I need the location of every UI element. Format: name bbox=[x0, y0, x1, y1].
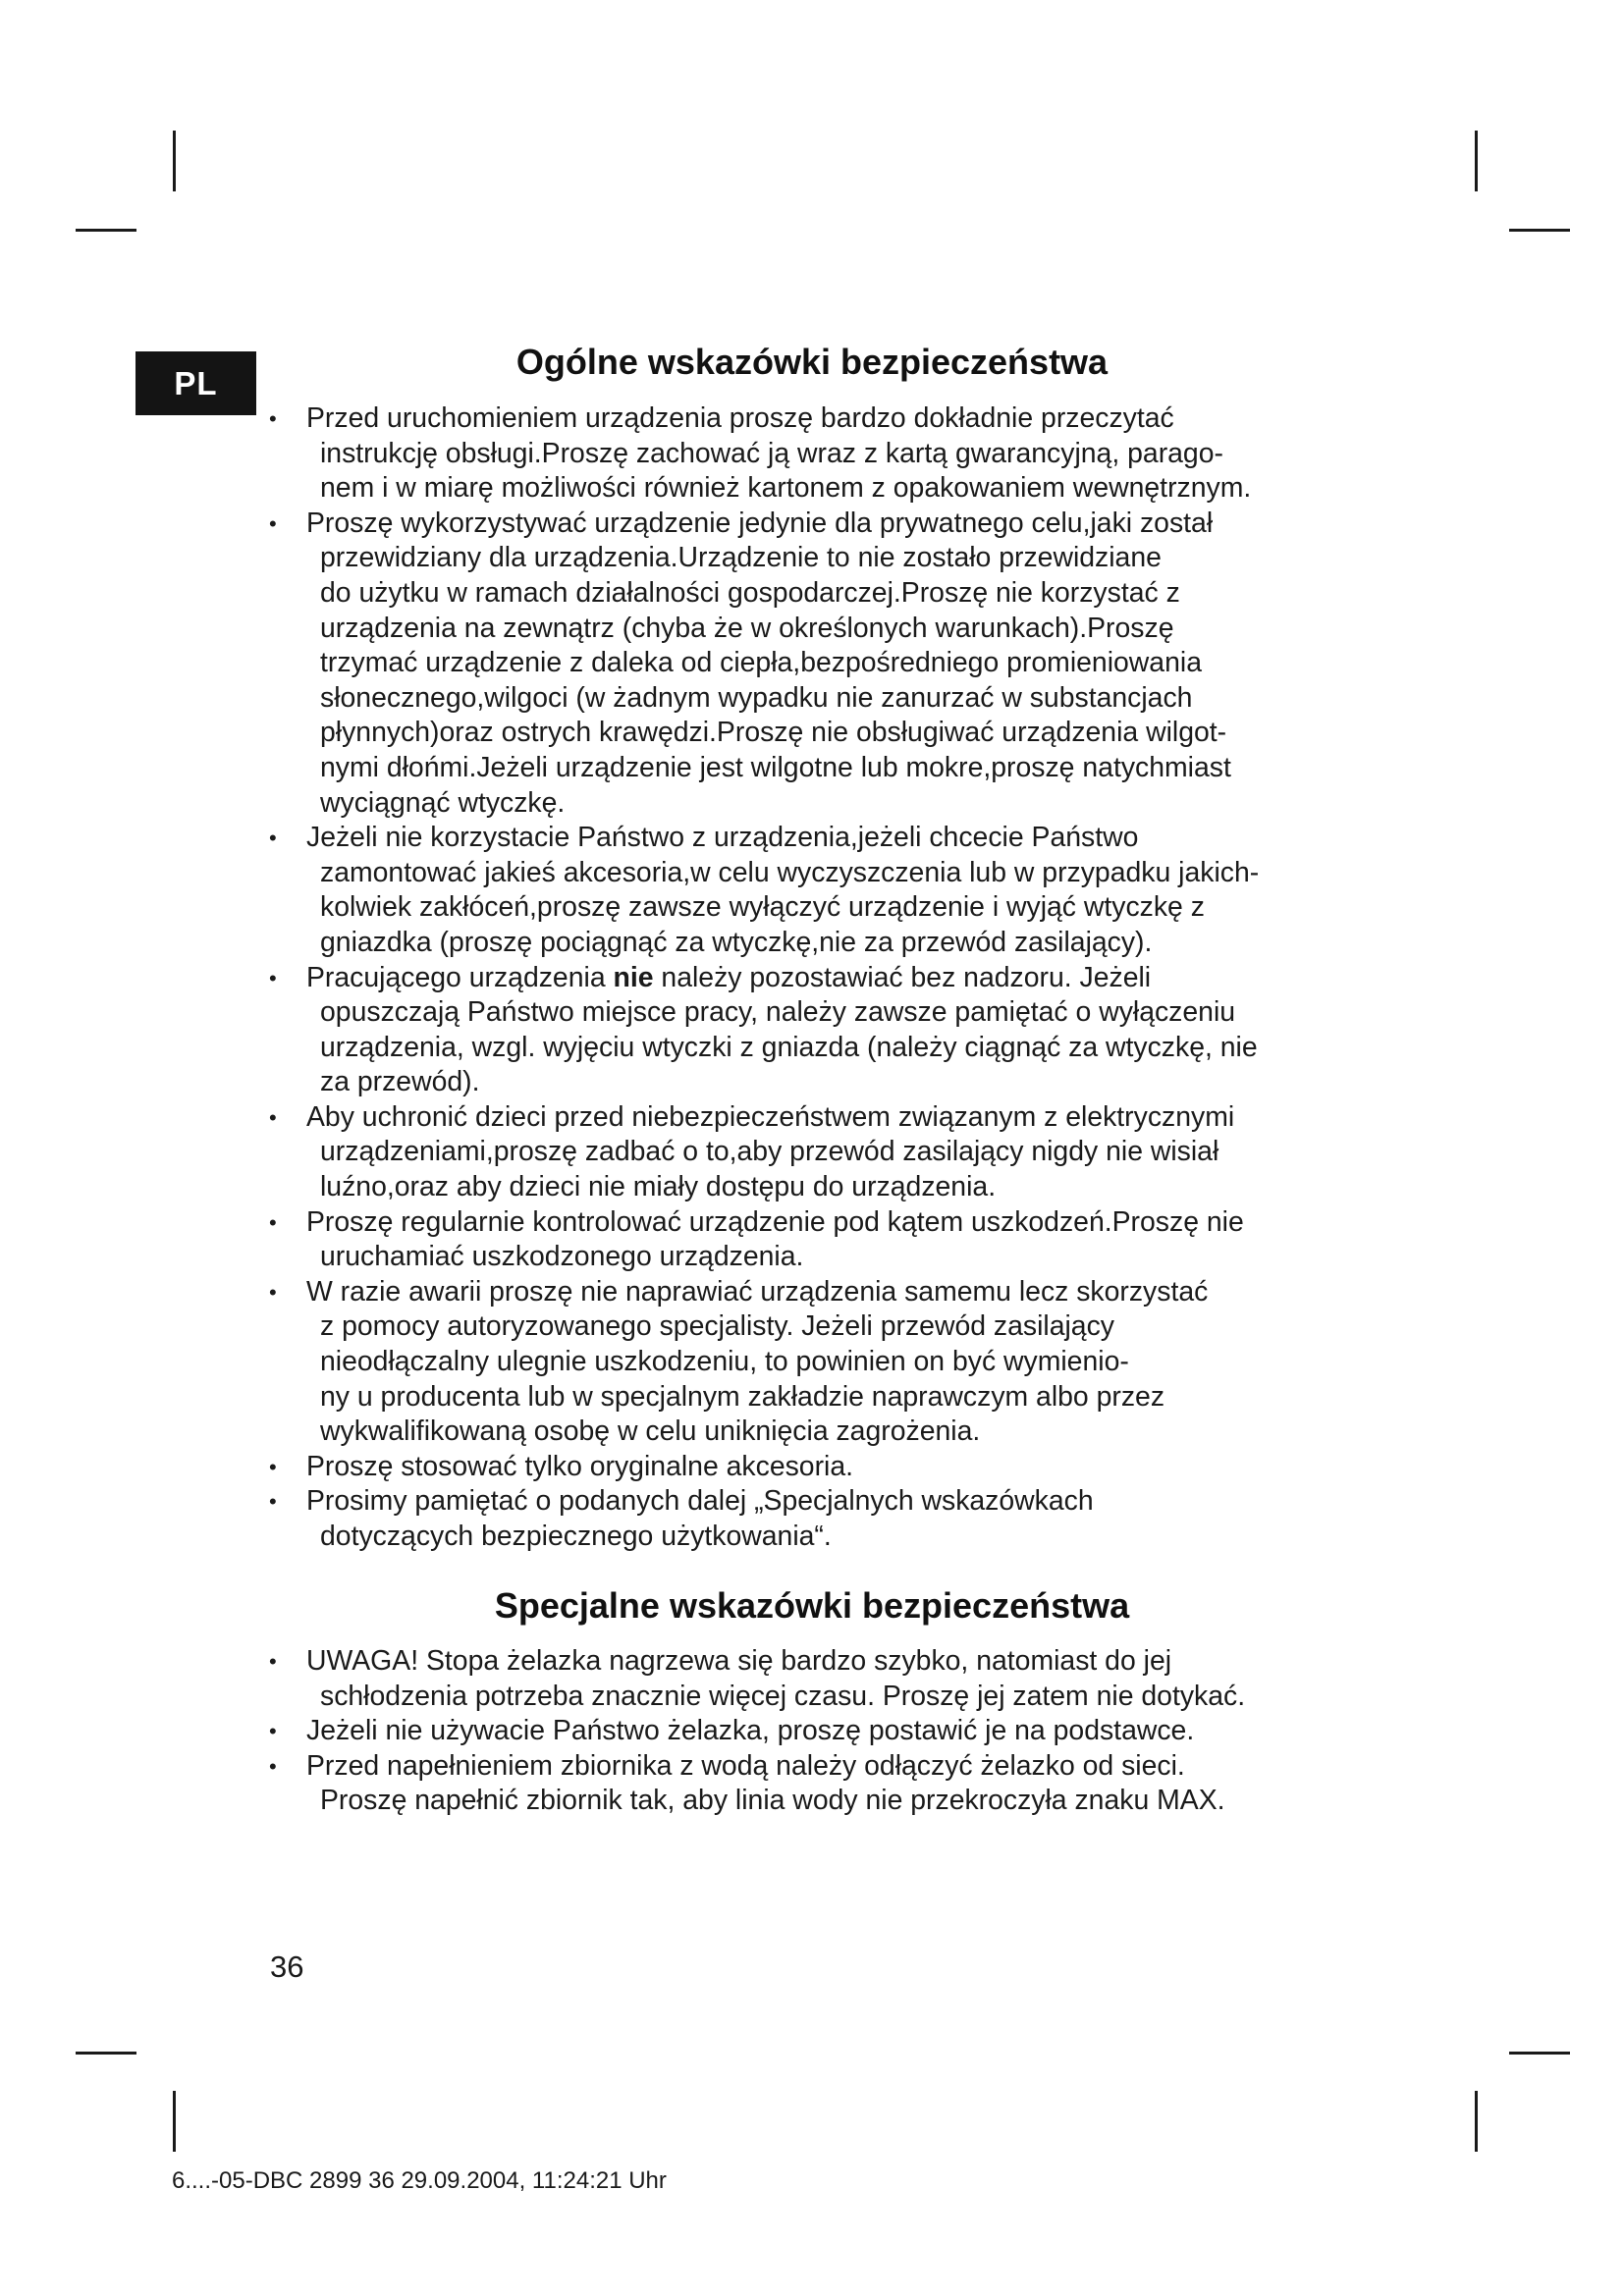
list-item-line: schłodzenia potrzeba znacznie więcej czasu. Proszę jej zatem nie dotykać. bbox=[320, 1680, 1246, 1712]
emphasis-text: nie bbox=[613, 961, 654, 993]
list-item bbox=[265, 1484, 1404, 1554]
list-item-line: urządzenia, wzgl. wyjęciu wtyczki z gniazda (należy ciągnąć za wtyczkę, nie bbox=[320, 1031, 1258, 1063]
list-item-first-line: • Przed uruchomieniem urządzenia proszę bardzo dokładnie przeczytać bbox=[306, 402, 1174, 434]
list-item bbox=[265, 1714, 1404, 1749]
list-item-line: ny u producenta lub w specjalnym zakładzie naprawczym albo przez bbox=[320, 1380, 1165, 1413]
crop-mark-top-left-horizontal bbox=[76, 229, 136, 232]
list-item bbox=[265, 961, 1404, 1100]
list-item-line: opuszczają Państwo miejsce pracy, należy zawsze pamiętać o wyłączeniu bbox=[320, 996, 1236, 1029]
list-item-first-line: • W razie awarii proszę nie naprawiać urządzenia samemu lecz skorzystać bbox=[306, 1275, 1209, 1308]
list-item-first-line: • Proszę regularnie kontrolować urządzenie pod kątem uszkodzeń.Proszę nie bbox=[306, 1205, 1244, 1238]
list-item-continuation bbox=[306, 1135, 1404, 1204]
list-item bbox=[265, 1644, 1404, 1714]
list-item-line: nymi dłońmi.Jeżeli urządzenie jest wilgotne lub mokre,proszę natychmiast bbox=[320, 751, 1231, 783]
list-item-first-line: • Jeżeli nie korzystacie Państwo z urządzenia,jeżeli chcecie Państwo bbox=[306, 822, 1139, 854]
list-item-line: Proszę napełnić zbiornik tak, aby linia wody nie przekroczyła znaku MAX. bbox=[320, 1785, 1225, 1817]
list-item-line: za przewód). bbox=[320, 1066, 480, 1098]
list-item-text: należy pozostawiać bez nadzoru. Jeżeli bbox=[653, 961, 1152, 993]
list-item bbox=[265, 1275, 1404, 1450]
crop-mark-bottom-left-vertical bbox=[173, 2091, 176, 2152]
list-item-continuation bbox=[306, 1784, 1404, 1819]
general-safety-list bbox=[265, 401, 1404, 1555]
list-item bbox=[265, 1205, 1404, 1275]
list-item bbox=[265, 1749, 1404, 1819]
language-tab: PL bbox=[135, 351, 256, 415]
list-item-line: wykwalifikowaną osobę w celu uniknięcia zagrożenia. bbox=[320, 1415, 981, 1448]
crop-mark-bottom-left-horizontal bbox=[76, 2052, 136, 2055]
list-item-line: płynnych)oraz ostrych krawędzi.Proszę nie obsługiwać urządzenia wilgot- bbox=[320, 717, 1227, 749]
special-safety-list bbox=[265, 1644, 1404, 1819]
section-general-safety-title: Ogólne wskazówki bezpieczeństwa bbox=[515, 342, 1109, 382]
list-item bbox=[265, 507, 1404, 821]
list-item-continuation bbox=[306, 541, 1404, 821]
section-special-safety-title: Specjalne wskazówki bezpieczeństwa bbox=[494, 1585, 1130, 1626]
crop-mark-top-right-vertical bbox=[1475, 131, 1478, 191]
list-item-line: uruchamiać uszkodzonego urządzenia. bbox=[320, 1241, 804, 1273]
list-item-line: nem i w miarę możliwości również kartonem z opakowaniem wewnętrznym. bbox=[320, 472, 1252, 505]
list-item-line: urządzenia na zewnątrz (chyba że w określonych warunkach).Proszę bbox=[320, 612, 1174, 644]
list-item-continuation bbox=[306, 995, 1404, 1100]
list-item-first-line: • Proszę wykorzystywać urządzenie jedynie dla prywatnego celu,jaki został bbox=[306, 507, 1214, 539]
list-item-line: kolwiek zakłóceń,proszę zawsze wyłączyć urządzenie i wyjąć wtyczkę z bbox=[320, 891, 1205, 924]
list-item-first-line: • Prosimy pamiętać o podanych dalej „Specjalnych wskazówkach bbox=[306, 1485, 1094, 1518]
list-item-line: trzymać urządzenie z daleka od ciepła,bezpośredniego promieniowania bbox=[320, 647, 1202, 679]
list-item-continuation bbox=[306, 1309, 1404, 1449]
list-item-line: dotyczących bezpiecznego użytkowania“. bbox=[320, 1521, 832, 1552]
list-item-line: słonecznego,wilgoci (w żadnym wypadku nie zanurzać w substancjach bbox=[320, 681, 1193, 714]
crop-mark-bottom-right-horizontal bbox=[1509, 2052, 1570, 2055]
list-item-line: gniazdka (proszę pociągnąć za wtyczkę,nie za przewód zasilający). bbox=[320, 926, 1153, 958]
list-item-line: urządzeniami,proszę zadbać o to,aby przewód zasilający nigdy nie wisiał bbox=[320, 1136, 1219, 1168]
list-item bbox=[265, 401, 1404, 507]
list-item-line: przewidziany dla urządzenia.Urządzenie to nie zostało przewidziane bbox=[320, 542, 1162, 574]
list-item-continuation bbox=[306, 1240, 1404, 1275]
list-item-continuation bbox=[306, 1520, 1404, 1555]
list-item bbox=[265, 821, 1404, 960]
crop-mark-top-right-horizontal bbox=[1509, 229, 1570, 232]
list-item-first-line: • Przed napełnieniem zbiornika z wodą należy odłączyć żelazko od sieci. bbox=[306, 1749, 1185, 1782]
list-item-text: Pracującego urządzenia bbox=[306, 961, 614, 993]
list-item bbox=[265, 1450, 1404, 1485]
page-number: 36 bbox=[270, 1949, 304, 1984]
list-item-line: wyciągnąć wtyczkę. bbox=[320, 786, 566, 819]
list-item-first-line: • UWAGA! Stopa żelazka nagrzewa się bardzo szybko, natomiast do jej bbox=[306, 1645, 1172, 1677]
list-item-first-line: • Aby uchronić dzieci przed niebezpieczeństwem związanym z elektrycznymi bbox=[306, 1100, 1235, 1133]
list-item-first-line: • Proszę stosować tylko oryginalne akcesoria. bbox=[306, 1450, 854, 1482]
list-item-line: z pomocy autoryzowanego specjalisty. Jeżeli przewód zasilający bbox=[320, 1310, 1114, 1343]
list-item-first-line bbox=[306, 961, 1404, 996]
crop-mark-bottom-right-vertical bbox=[1475, 2091, 1478, 2152]
list-item-line: zamontować jakieś akcesoria,w celu wyczyszczenia lub w przypadku jakich- bbox=[320, 856, 1260, 888]
list-item-line: instrukcję obsługi.Proszę zachować ją wraz z kartą gwarancyjną, parago- bbox=[320, 437, 1223, 469]
print-footer: 6....-05-DBC 2899 36 29.09.2004, 11:24:21 Uhr bbox=[172, 2167, 667, 2194]
list-item-continuation bbox=[306, 856, 1404, 961]
list-item bbox=[265, 1100, 1404, 1205]
list-item-line: do użytku w ramach działalności gospodarczej.Proszę nie korzystać z bbox=[320, 576, 1180, 609]
list-item-continuation bbox=[306, 437, 1404, 507]
list-item-continuation bbox=[306, 1680, 1404, 1715]
crop-mark-top-left-vertical bbox=[173, 131, 176, 191]
list-item-first-line: • Jeżeli nie używacie Państwo żelazka, proszę postawić je na podstawce. bbox=[306, 1715, 1195, 1747]
list-item-line: luźno,oraz aby dzieci nie miały dostępu do urządzenia. bbox=[320, 1171, 997, 1203]
list-item-line: nieodłączalny ulegnie uszkodzeniu, to powinien on być wymienio- bbox=[320, 1346, 1129, 1378]
